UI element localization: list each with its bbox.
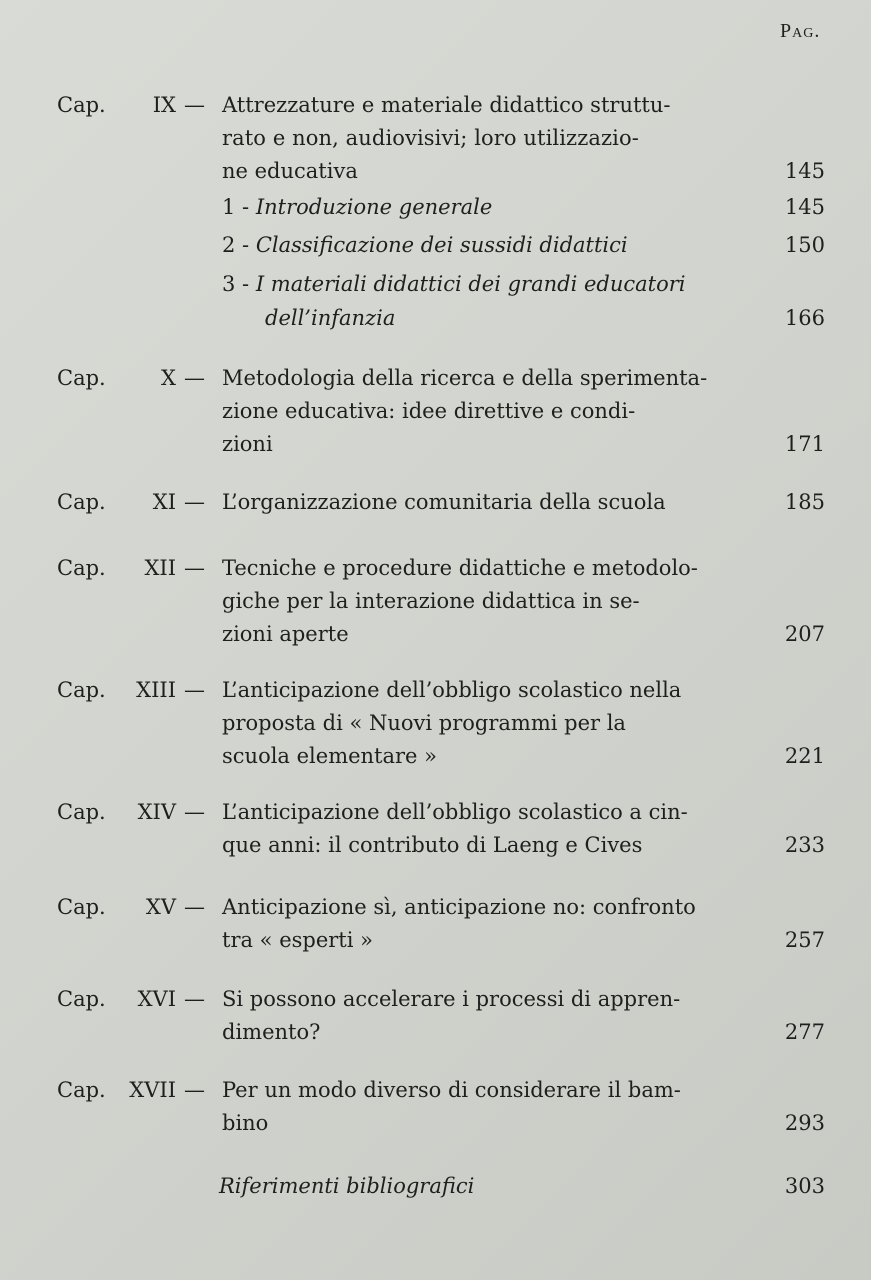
page-column-header: Pag.	[780, 20, 821, 42]
chapter-number: IX	[152, 93, 176, 117]
page-number: 185	[784, 490, 825, 514]
chapter-number: XIV	[137, 800, 176, 824]
chapter-title-line: Per un modo diverso di considerare il bam-	[222, 1078, 681, 1102]
chapter-number: X	[161, 366, 176, 390]
chapter-title-line: L’organizzazione comunitaria della scuola	[222, 490, 666, 514]
page-number: 171	[784, 432, 825, 456]
chapter-title-line: zioni	[222, 432, 273, 456]
page-number: 207	[784, 622, 825, 646]
page-number: 145	[784, 195, 825, 219]
subsection-number: 1 -	[222, 195, 250, 219]
dash: —	[184, 556, 205, 580]
subsection-line	[222, 233, 628, 257]
chapter-number: XVI	[137, 987, 176, 1011]
chapter-title-line: Anticipazione sì, anticipazione no: confronto	[222, 895, 696, 919]
page-number: 257	[784, 928, 825, 952]
subsection-title: Introduzione generale	[255, 195, 493, 219]
chapter-title-line: Si possono accelerare i processi di appren-	[222, 987, 681, 1011]
dash: —	[184, 93, 205, 117]
page-number: 166	[784, 306, 825, 330]
chapter-title-line: rato e non, audiovisivi; loro utilizzazio-	[222, 126, 639, 150]
dash: —	[184, 366, 205, 390]
dash: —	[184, 490, 205, 514]
subsection-line	[265, 306, 395, 330]
chapter-number: XV	[145, 895, 176, 919]
chapter-title-line: dimento?	[222, 1020, 321, 1044]
chapter-title-line: proposta di « Nuovi programmi per la	[222, 711, 626, 735]
dash: —	[184, 678, 205, 702]
chapter-label: Cap.	[57, 895, 106, 919]
dash: —	[184, 895, 205, 919]
bibliography-title: Riferimenti bibliografici	[219, 1174, 475, 1198]
chapter-label: Cap.	[57, 556, 106, 580]
dash: —	[184, 800, 205, 824]
chapter-title-line: ne educativa	[222, 159, 358, 183]
subsection-title: Classificazione dei sussidi didattici	[255, 233, 628, 257]
chapter-title-line: zioni aperte	[222, 622, 349, 646]
chapter-title-line: bino	[222, 1111, 269, 1135]
page-number: 233	[784, 833, 825, 857]
chapter-title-line: Attrezzature e materiale didattico struttu-	[222, 93, 671, 117]
chapter-label: Cap.	[57, 366, 106, 390]
page-number: 293	[784, 1111, 825, 1135]
subsection-line	[222, 195, 492, 219]
chapter-number: XII	[144, 556, 176, 580]
page-number: 221	[784, 744, 825, 768]
dash: —	[184, 1078, 205, 1102]
chapter-number: XVII	[129, 1078, 176, 1102]
subsection-number: 3 -	[222, 272, 250, 296]
chapter-label: Cap.	[57, 987, 106, 1011]
page-number: 145	[784, 159, 825, 183]
page-number: 150	[784, 233, 825, 257]
subsection-title: I materiali didattici dei grandi educatori	[255, 272, 686, 296]
chapter-title-line: Metodologia della ricerca e della sperimenta-	[222, 366, 708, 390]
chapter-number: XI	[152, 490, 176, 514]
chapter-label: Cap.	[57, 678, 106, 702]
chapter-title-line: giche per la interazione didattica in se-	[222, 589, 640, 613]
page-number: 303	[784, 1174, 825, 1198]
chapter-label: Cap.	[57, 800, 106, 824]
chapter-title-line: tra « esperti »	[222, 928, 373, 952]
chapter-title-line: L’anticipazione dell’obbligo scolastico nella	[222, 678, 682, 702]
chapter-title-line: zione educativa: idee direttive e condi-	[222, 399, 636, 423]
chapter-label: Cap.	[57, 93, 106, 117]
chapter-label: Cap.	[57, 490, 106, 514]
subsection-title: dell’infanzia	[265, 306, 396, 330]
chapter-title-line: L’anticipazione dell’obbligo scolastico a cin-	[222, 800, 688, 824]
page-number: 277	[784, 1020, 825, 1044]
subsection-line	[222, 272, 686, 296]
chapter-title-line: Tecniche e procedure didattiche e metodolo-	[222, 556, 698, 580]
chapter-title-line: que anni: il contributo di Laeng e Cives	[222, 833, 643, 857]
dash: —	[184, 987, 205, 1011]
chapter-title-line: scuola elementare »	[222, 744, 438, 768]
subsection-number: 2 -	[222, 233, 250, 257]
chapter-number: XIII	[136, 678, 176, 702]
chapter-label: Cap.	[57, 1078, 106, 1102]
